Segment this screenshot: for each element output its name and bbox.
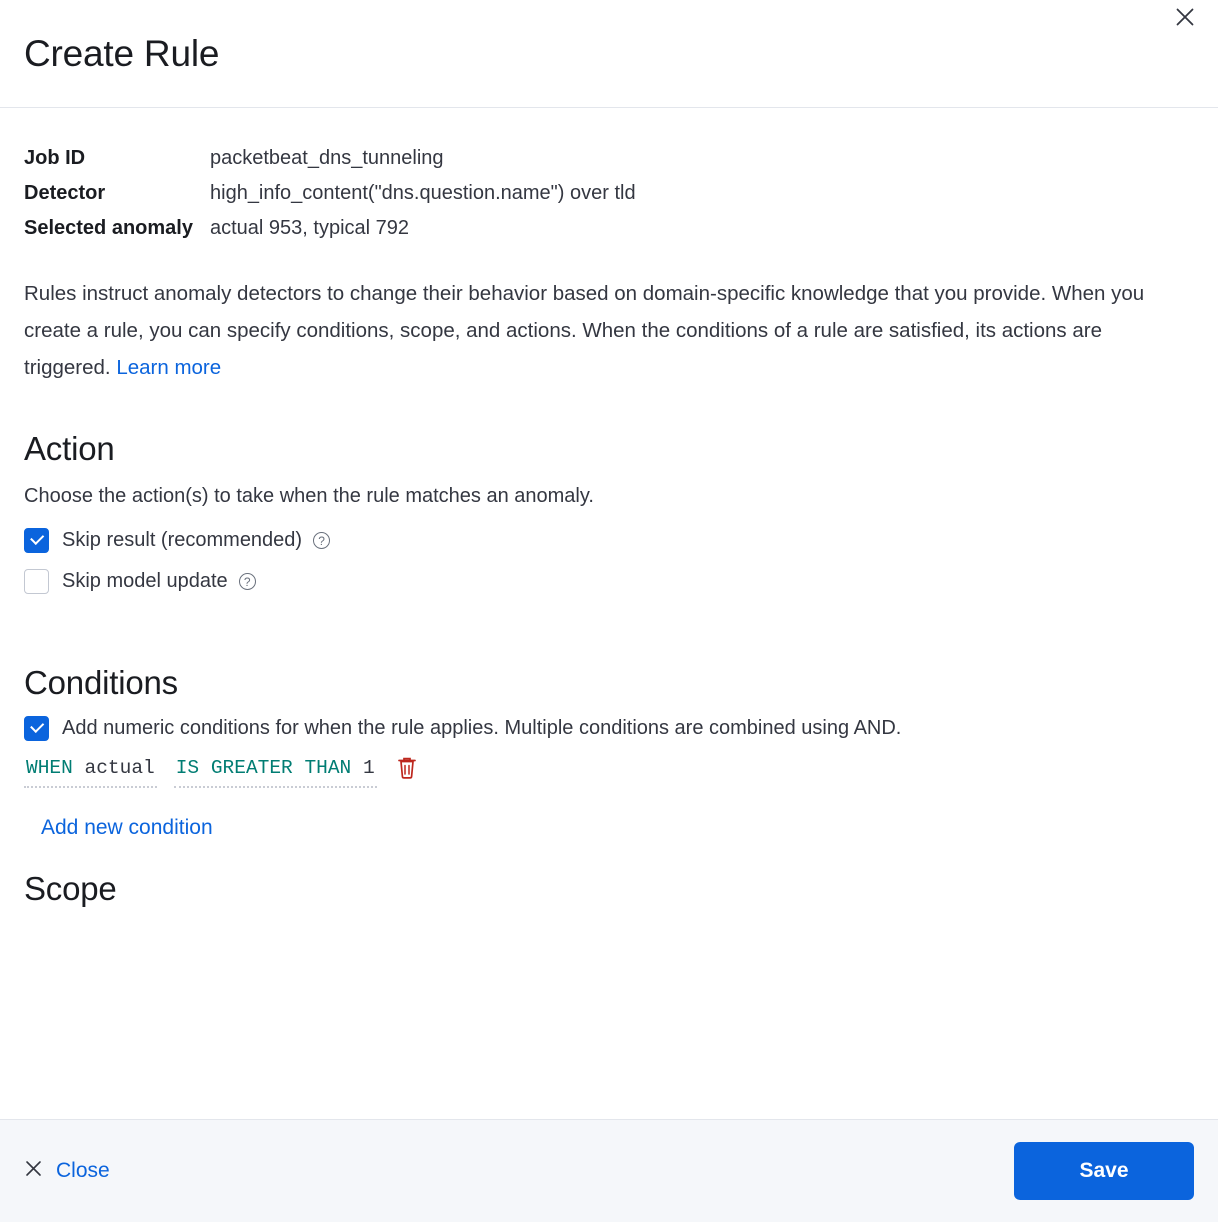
meta-label-detector: Detector xyxy=(24,182,106,204)
save-button[interactable]: Save xyxy=(1014,1142,1194,1200)
learn-more-link[interactable]: Learn more xyxy=(116,356,222,379)
flyout-header xyxy=(0,0,1218,108)
checkbox-skip-model-update[interactable] xyxy=(24,569,49,594)
close-button-label: Close xyxy=(56,1159,110,1182)
checkbox-row-enable-conditions[interactable] xyxy=(24,716,1194,741)
intro-paragraph xyxy=(24,275,1184,386)
condition-threshold-value: 1 xyxy=(362,757,375,779)
help-circle-icon[interactable]: ? xyxy=(313,532,330,549)
close-button[interactable] xyxy=(24,1159,110,1184)
condition-operator-value: IS GREATER THAN xyxy=(175,757,352,779)
checkbox-row-skip-result[interactable] xyxy=(24,528,1194,553)
trash-icon[interactable] xyxy=(396,756,418,786)
checkbox-row-skip-model-update[interactable] xyxy=(24,569,1194,594)
checkbox-skip-result[interactable] xyxy=(24,528,49,553)
meta-value-detector: high_info_content("dns.question.name") over tld xyxy=(210,182,636,204)
action-description: Choose the action(s) to take when the rule matches an anomaly. xyxy=(24,485,594,507)
meta-value-selected-anomaly: actual 953, typical 792 xyxy=(210,217,410,239)
close-icon[interactable] xyxy=(1170,2,1200,32)
table-row xyxy=(24,214,636,249)
close-small-icon xyxy=(24,1159,43,1184)
flyout-body xyxy=(0,108,1218,1119)
add-new-condition-button[interactable]: Add new condition xyxy=(41,816,213,839)
meta-label-job-id: Job ID xyxy=(24,147,86,169)
table-row xyxy=(24,144,636,179)
spacer xyxy=(24,610,1194,664)
checkbox-label-enable-conditions[interactable]: Add numeric conditions for when the rule applies. Multiple conditions are combined using AND. xyxy=(62,717,902,739)
action-heading: Action xyxy=(24,430,115,467)
condition-field-selector[interactable] xyxy=(24,757,157,788)
meta-label-selected-anomaly: Selected anomaly xyxy=(24,217,193,239)
spacer xyxy=(24,840,1194,870)
flyout-footer xyxy=(0,1119,1218,1222)
rule-metadata-table xyxy=(24,144,636,249)
conditions-heading: Conditions xyxy=(24,664,178,701)
meta-value-job-id: packetbeat_dns_tunneling xyxy=(210,147,444,169)
checkbox-label-skip-result[interactable]: Skip result (recommended) xyxy=(62,529,303,551)
condition-field-value: actual xyxy=(84,757,155,779)
intro-text: Rules instruct anomaly detectors to change their behavior based on domain-specific knowledge that you provide. When you create a rule, you can specify conditions, scope, and actions. When the conditions of a rule are satisfied, its actions are triggered. xyxy=(24,282,1145,379)
help-circle-icon[interactable]: ? xyxy=(239,573,256,590)
condition-when-keyword: WHEN xyxy=(26,757,73,779)
checkbox-label-skip-model-update[interactable]: Skip model update xyxy=(62,570,228,592)
scope-heading: Scope xyxy=(24,870,117,907)
condition-row xyxy=(24,757,1194,788)
table-row xyxy=(24,179,636,214)
page-title: Create Rule xyxy=(24,32,220,74)
condition-operator-selector[interactable] xyxy=(174,757,377,788)
checkbox-enable-conditions[interactable] xyxy=(24,716,49,741)
